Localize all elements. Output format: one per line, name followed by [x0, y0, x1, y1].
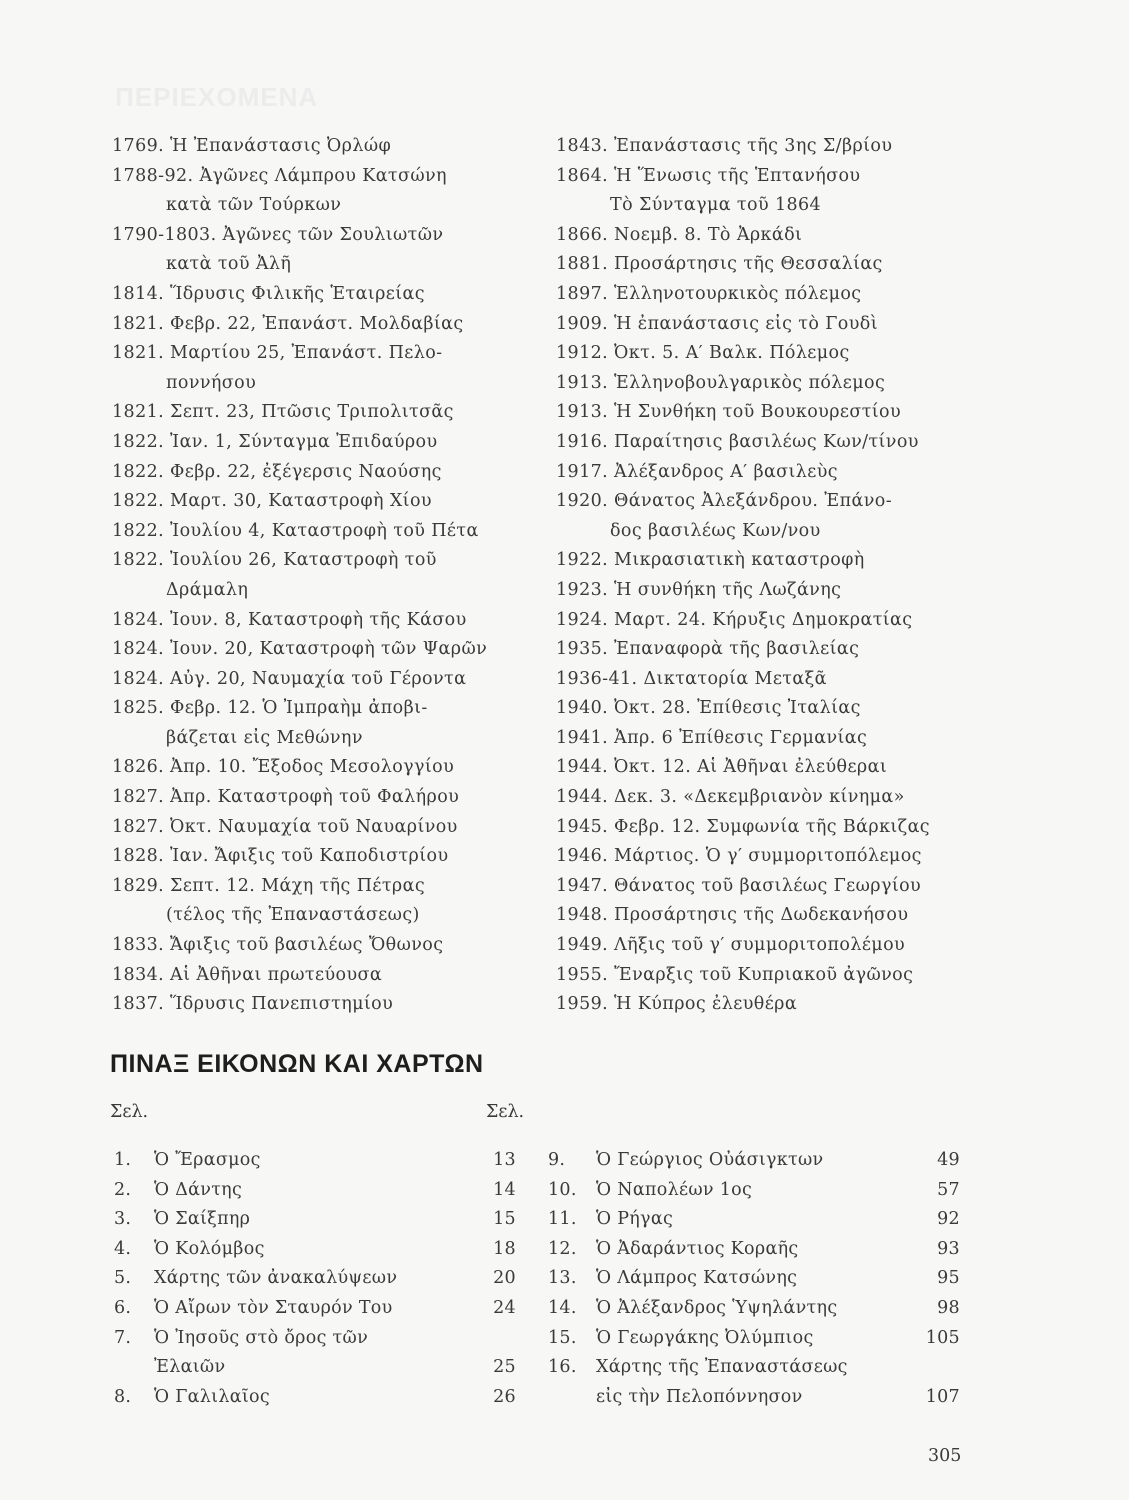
figure-title-line: Ὁ Σαίξπηρ [154, 1209, 251, 1230]
chronology-left-column [112, 132, 532, 1020]
chronology-entry [112, 280, 532, 310]
chronology-entry-line: 1824. Ἰουν. 8, Καταστροφὴ τῆς Κάσου [112, 609, 467, 630]
chronology-entry [556, 339, 976, 369]
chronology-entry-line: 1829. Σεπτ. 12. Μάχη τῆς Πέτρας [112, 875, 426, 896]
chronology-entry-line: δος βασιλέως Κων/νου [610, 520, 821, 541]
page-label-right: Σελ. [486, 1102, 525, 1122]
chronology-entry-line: 1917. Ἀλέξανδρος Α′ βασιλεὺς [556, 461, 838, 482]
figure-title [596, 1146, 924, 1176]
figure-title [154, 1205, 480, 1235]
chronology-entry-line: 1909. Ἡ ἐπανάστασις εἰς τὸ Γουδὶ [556, 313, 878, 334]
chronology-entry [556, 665, 976, 695]
chronology-entry-line: 1916. Παραίτησις βασιλέως Κων/τίνου [556, 431, 919, 452]
figure-entry [114, 1383, 516, 1413]
chronology-entry-line: 1945. Φεβρ. 12. Συμφωνία τῆς Βάρκιζας [556, 816, 930, 837]
chronology-entry-line: βάζεται εἰς Μεθώνην [166, 727, 363, 748]
figure-number: 10. [548, 1179, 577, 1200]
chronology-entry [556, 398, 976, 428]
chronology-entry [112, 162, 532, 221]
chronology-entry [556, 132, 976, 162]
chronology-entry [556, 546, 976, 576]
figure-page: 107 [925, 1386, 960, 1407]
chronology-entry-line: 1935. Ἐπαναφορὰ τῆς βασιλείας [556, 639, 860, 660]
figure-title-line: Ὁ Δάντης [154, 1179, 243, 1200]
chronology-entry-line: 1822. Ἰουλίου 4, Καταστροφὴ τοῦ Πέτα [112, 520, 479, 541]
chronology-entry-line: 1940. Ὀκτ. 28. Ἐπίθεσις Ἰταλίας [556, 698, 861, 719]
chronology-entry-line: 1881. Προσάρτησις τῆς Θεσσαλίας [556, 254, 883, 275]
chronology-entry-line: κατὰ τοῦ Ἀλῆ [166, 254, 292, 275]
figure-entry [548, 1294, 960, 1324]
chronology-entry-line: 1936-41. Δικτατορία Μεταξᾶ [556, 668, 827, 689]
chronology-entry-line: 1924. Μαρτ. 24. Κήρυξις Δημοκρατίας [556, 609, 913, 630]
figures-left-column [114, 1146, 516, 1412]
chronology-entry [112, 487, 532, 517]
chronology-entry [112, 813, 532, 843]
figure-title-line: Χάρτης τῆς Ἐπαναστάσεως [596, 1357, 848, 1378]
figure-page: 25 [493, 1357, 516, 1378]
figure-page: 98 [937, 1297, 960, 1318]
figure-number: 4. [114, 1238, 132, 1259]
figure-number: 2. [114, 1179, 132, 1200]
figure-number: 15. [548, 1327, 577, 1348]
figure-number: 5. [114, 1268, 132, 1289]
chronology-entry [556, 458, 976, 488]
figure-number: 12. [548, 1238, 577, 1259]
chronology-entry-line: 1822. Μαρτ. 30, Καταστροφὴ Χίου [112, 491, 432, 512]
chronology-entry [556, 576, 976, 606]
chronology-entry-line: 1948. Προσάρτησις τῆς Δωδεκανήσου [556, 905, 909, 926]
figure-number: 8. [114, 1386, 132, 1407]
chronology-entry [556, 753, 976, 783]
chronology-entry-line: 1821. Φεβρ. 22, Ἐπανάστ. Μολδαβίας [112, 313, 464, 334]
chronology-entry-line: ποννήσου [166, 372, 257, 393]
figure-title [596, 1176, 924, 1206]
chronology-entry-line: 1912. Ὀκτ. 5. Α′ Βαλκ. Πόλεμος [556, 343, 850, 364]
chronology-entry-line: 1821. Μαρτίου 25, Ἐπανάστ. Πελο- [112, 343, 443, 364]
figure-page: 18 [493, 1238, 516, 1259]
chronology-entry [112, 132, 532, 162]
figure-entry [114, 1324, 516, 1383]
figure-title [596, 1324, 924, 1354]
chronology-entry-line: 1827. Ὀκτ. Ναυμαχία τοῦ Ναυαρίνου [112, 816, 458, 837]
chronology-entry-line: 1947. Θάνατος τοῦ βασιλέως Γεωργίου [556, 875, 922, 896]
figure-title [154, 1176, 480, 1206]
figure-title [596, 1235, 924, 1265]
figure-entry [114, 1146, 516, 1176]
chronology-entry-line: 1822. Ἰουλίου 26, Καταστροφὴ τοῦ [112, 550, 437, 571]
figure-title-line: Ὁ Ἰησοῦς στὸ ὄρος τῶν [154, 1327, 369, 1348]
figure-entry [548, 1176, 960, 1206]
figure-entry [548, 1146, 960, 1176]
figure-title-line: Ὁ Λάμπρος Κατσώνης [596, 1268, 798, 1289]
figure-entry [548, 1324, 960, 1354]
chronology-entry-line: 1897. Ἑλληνοτουρκικὸς πόλεμος [556, 283, 862, 304]
chronology-entry [556, 280, 976, 310]
chronology-entry [556, 961, 976, 991]
figure-title [154, 1146, 480, 1176]
chronology-entry-line: Δράμαλη [166, 579, 249, 600]
chronology-entry [112, 694, 532, 753]
figure-title-line: Ὁ Αἴρων τὸν Σταυρόν Του [154, 1297, 393, 1318]
figure-page: 26 [493, 1386, 516, 1407]
chronology-entry-line: 1913. Ἡ Συνθήκη τοῦ Βουκουρεστίου [556, 402, 902, 423]
figure-number: 7. [114, 1327, 132, 1348]
figure-number: 3. [114, 1209, 132, 1230]
chronology-entry [112, 221, 532, 280]
chronology-entry [556, 813, 976, 843]
chronology-entry-line: 1959. Ἡ Κύπρος ἐλευθέρα [556, 994, 798, 1015]
figure-page: 57 [937, 1179, 960, 1200]
chronology-entry-line: 1827. Ἀπρ. Καταστροφὴ τοῦ Φαλήρου [112, 787, 460, 808]
chronology-entry-line: 1946. Μάρτιος. Ὁ γ′ συμμοριτοπόλεμος [556, 846, 922, 867]
figure-entry [114, 1205, 516, 1235]
chronology-entry-line: 1826. Ἀπρ. 10. Ἔξοδος Μεσολογγίου [112, 757, 455, 778]
chronology-entry [556, 901, 976, 931]
figure-title-line: Ὁ Γεωργάκης Ὀλύμπιος [596, 1327, 814, 1348]
chronology-entry-line: 1822. Ἰαν. 1, Σύνταγμα Ἐπιδαύρου [112, 431, 438, 452]
chronology-entry-line: 1814. Ἵδρυσις Φιλικῆς Ἑταιρείας [112, 283, 425, 304]
chronology-entry [556, 369, 976, 399]
figure-title-line: εἰς τὴν Πελοπόννησον [596, 1386, 803, 1407]
page-label-left: Σελ. [110, 1102, 149, 1122]
chronology-entry-line: 1821. Σεπτ. 23, Πτῶσις Τριπολιτσᾶς [112, 402, 454, 423]
figure-title [596, 1294, 924, 1324]
chronology-entry [112, 339, 532, 398]
chronology-entry [112, 428, 532, 458]
chronology-entry-line: 1923. Ἡ συνθήκη τῆς Λωζάνης [556, 579, 842, 600]
chronology-entry [112, 458, 532, 488]
chronology-entry-line: 1949. Λῆξις τοῦ γ′ συμμοριτοπολέμου [556, 935, 906, 956]
chronology-entry [112, 872, 532, 931]
chronology-entry [112, 753, 532, 783]
figure-entry [548, 1235, 960, 1265]
chronology-entry-line: 1790-1803. Ἀγῶνες τῶν Σουλιωτῶν [112, 224, 444, 245]
figure-page: 14 [493, 1179, 516, 1200]
chronology-entry-line: 1824. Ἰουν. 20, Καταστροφὴ τῶν Ψαρῶν [112, 639, 488, 660]
chronology-entry-line: 1834. Αἱ Ἀθῆναι πρωτεύουσα [112, 964, 383, 985]
figure-page: 24 [493, 1297, 516, 1318]
figure-number: 14. [548, 1297, 577, 1318]
chronology-entry [556, 487, 976, 546]
page-number: 305 [928, 1446, 962, 1466]
chronology-entry [112, 606, 532, 636]
figure-page: 49 [937, 1150, 960, 1170]
chronology-entry [556, 250, 976, 280]
chronology-entry-line: 1788-92. Ἀγῶνες Λάμπρου Κατσώνη [112, 165, 447, 186]
chronology-entry-line: 1913. Ἑλληνοβουλγαρικὸς πόλεμος [556, 372, 886, 393]
figure-page: 92 [937, 1209, 960, 1230]
figure-number: 11. [548, 1209, 577, 1230]
chronology-entry [556, 606, 976, 636]
chronology-entry-line: 1866. Νοεμβ. 8. Τὸ Ἀρκάδι [556, 224, 803, 245]
chronology-entry-line: 1944. Ὀκτ. 12. Αἱ Ἀθῆναι ἐλεύθεραι [556, 757, 888, 778]
chronology-entry [556, 724, 976, 754]
figure-title [154, 1235, 480, 1265]
figure-number: 16. [548, 1357, 577, 1378]
chronology-entry-line: 1941. Ἀπρ. 6 Ἐπίθεσις Γερμανίας [556, 727, 868, 748]
chronology-entry-line: 1822. Φεβρ. 22, ἐξέγερσις Ναούσης [112, 461, 442, 482]
figure-title [596, 1205, 924, 1235]
figure-number: 1. [114, 1150, 132, 1170]
figure-entry [114, 1176, 516, 1206]
chronology-entry-line: 1920. Θάνατος Ἀλεξάνδρου. Ἐπάνο- [556, 491, 893, 512]
chronology-entry-line: 1824. Αὐγ. 20, Ναυμαχία τοῦ Γέροντα [112, 668, 467, 689]
figure-entry [548, 1205, 960, 1235]
chronology-entry [556, 931, 976, 961]
figure-entry [548, 1353, 960, 1412]
figure-title-line: Ὁ Γεώργιος Οὐάσιγκτων [596, 1150, 824, 1170]
chronology-entry-line: 1864. Ἡ Ἕνωσις τῆς Ἑπτανήσου [556, 165, 861, 186]
chronology-entry [112, 665, 532, 695]
figure-page: 13 [493, 1150, 516, 1170]
chronology-entry-line: κατὰ τῶν Τούρκων [166, 195, 342, 216]
figures-index-title: ΠΙΝΑΞ ΕΙΚΟΝΩΝ ΚΑΙ ΧΑΡΤΩΝ [110, 1050, 484, 1078]
chronology-entry [112, 931, 532, 961]
figures-right-column [548, 1146, 960, 1412]
chronology-entry [556, 990, 976, 1020]
chronology-entry-line: 1833. Ἄφιξις τοῦ βασιλέως Ὄθωνος [112, 935, 444, 956]
figure-title-line: Ὁ Ἀλέξανδρος Ὑψηλάντης [596, 1297, 838, 1318]
chronology-entry [112, 783, 532, 813]
chronology-entry [112, 961, 532, 991]
chronology-entry-line: 1769. Ἡ Ἐπανάστασις Ὀρλώφ [112, 136, 392, 156]
chronology-entry-line: 1828. Ἰαν. Ἄφιξις τοῦ Καποδιστρίου [112, 846, 449, 867]
chronology-entry [112, 990, 532, 1020]
figure-number: 13. [548, 1268, 577, 1289]
figure-title [154, 1383, 480, 1413]
figure-page: 15 [493, 1209, 516, 1230]
chronology-entry [556, 872, 976, 902]
chronology-entry [556, 842, 976, 872]
figure-number: 9. [548, 1150, 566, 1170]
figure-page: 20 [493, 1268, 516, 1289]
chronology-right-column [556, 132, 976, 1020]
figure-title-line: Ὁ Κολόμβος [154, 1238, 265, 1259]
figure-page: 95 [937, 1268, 960, 1289]
figure-title [596, 1264, 924, 1294]
chronology-entry [556, 694, 976, 724]
figure-entry [114, 1264, 516, 1294]
chronology-entry-line: 1843. Ἐπανάστασις τῆς 3ης Σ/βρίου [556, 136, 893, 156]
figure-title [154, 1264, 480, 1294]
figure-entry [114, 1235, 516, 1265]
chronology-entry-line: 1944. Δεκ. 3. «Δεκεμβριανὸν κίνημα» [556, 787, 905, 808]
chronology-entry [556, 783, 976, 813]
figure-title [154, 1294, 480, 1324]
chronology-entry [112, 842, 532, 872]
figure-page: 93 [937, 1238, 960, 1259]
figure-title-line: Ὁ Ναπολέων 1ος [596, 1179, 753, 1200]
chronology-entry-line: 1837. Ἵδρυσις Πανεπιστημίου [112, 994, 394, 1015]
figure-entry [548, 1264, 960, 1294]
figure-title-line: Ὁ Ἀδαράντιος Κοραῆς [596, 1238, 799, 1259]
chronology-entry-line: (τέλος τῆς Ἐπαναστάσεως) [166, 905, 420, 926]
chronology-entry-line: Τὸ Σύνταγμα τοῦ 1864 [610, 195, 822, 216]
chronology-entry [112, 310, 532, 340]
figure-number: 6. [114, 1297, 132, 1318]
chronology-entry [556, 428, 976, 458]
figure-title [596, 1353, 924, 1412]
chronology-entry [556, 221, 976, 251]
chronology-entry-line: 1825. Φεβρ. 12. Ὁ Ἰμπραὴμ ἀποβι- [112, 698, 428, 719]
figure-title [154, 1324, 480, 1383]
chronology-entry-line: 1955. Ἔναρξις τοῦ Κυπριακοῦ ἀγῶνος [556, 964, 914, 985]
figure-title-line: Ἐλαιῶν [154, 1357, 226, 1378]
figure-page: 105 [925, 1327, 960, 1348]
chronology-entry [556, 635, 976, 665]
chronology-entry [556, 310, 976, 340]
figure-entry [114, 1294, 516, 1324]
chronology-entry [112, 517, 532, 547]
faint-section-header: ΠΕΡΙΕΧΟΜΕΝΑ [115, 82, 319, 112]
chronology-entry-line: 1922. Μικρασιατικὴ καταστροφὴ [556, 550, 865, 571]
figure-title-line: Ὁ Ρήγας [596, 1209, 674, 1230]
chronology-entry [112, 398, 532, 428]
figure-title-line: Χάρτης τῶν ἀνακαλύψεων [154, 1268, 398, 1289]
chronology-entry [112, 635, 532, 665]
chronology-entry [112, 546, 532, 605]
figure-title-line: Ὁ Γαλιλαῖος [154, 1386, 270, 1407]
figure-title-line: Ὁ Ἔρασμος [154, 1150, 261, 1170]
chronology-entry [556, 162, 976, 221]
